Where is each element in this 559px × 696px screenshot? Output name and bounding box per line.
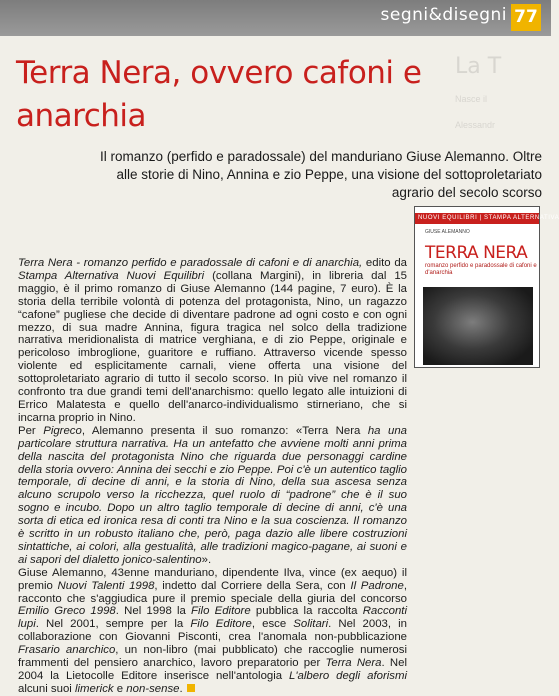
text: e — [113, 682, 127, 695]
page-number: 77 — [511, 4, 541, 31]
text: . Nel 1998 la — [115, 605, 192, 618]
text: . — [179, 682, 183, 695]
cover-title: TERRA NERA — [425, 243, 528, 263]
article-paragraph — [18, 257, 407, 425]
italic-text: Pigreco — [43, 424, 82, 437]
facing-page-title: La T — [455, 54, 502, 79]
text: . Nel 2003, in collaborazione con Giovanni Pisconti, crea l'anomala non-pubblicazione — [18, 618, 407, 644]
text: edito da — [362, 257, 407, 269]
article-title: Terra Nera, ovvero cafoni e anarchia — [16, 55, 422, 134]
italic-text: non-sense — [126, 682, 180, 695]
italic-text: Stampa Alternativa Nuovi Equilibri — [18, 269, 205, 282]
text: Per — [18, 424, 44, 437]
text: Terra Nera — [302, 424, 361, 437]
cover-series-band: NUOVI EQUILIBRI | STAMPA ALTERNATIVA — [415, 213, 539, 224]
text: pubblica la raccolta — [250, 605, 363, 618]
italic-text: Il Padrone — [350, 579, 404, 592]
italic-text: Filo Editore — [191, 605, 251, 618]
text: . Nel 2004 la Lietocolle Editore inserisce nell'antologia — [18, 657, 407, 682]
text: alcuni suoi — [18, 682, 75, 695]
text: , esce — [251, 618, 294, 631]
section-label: segni&disegni — [380, 5, 507, 25]
book-cover-image — [414, 206, 559, 368]
italic-text: Nuovi Talenti 1998 — [57, 579, 155, 592]
text: , Alemanno presenta il suo romanzo: « — [81, 424, 303, 437]
article-body — [18, 257, 408, 695]
text: . Nel 2001, sempre per la — [35, 618, 191, 631]
cover-subtitle: romanzo perfido e paradossale di cafoni e d'anarchia — [425, 263, 537, 276]
text: Giuse Alemanno, 43enne manduriano, dipendente Ilva, vince (ex aequo) il premio — [18, 566, 407, 592]
end-mark-icon — [187, 684, 195, 692]
cover-photo — [423, 287, 533, 365]
text: , racconto che s'aggiudica pure il premio speciale della giuria del concorso — [18, 579, 408, 605]
facing-page-bleed — [455, 54, 551, 144]
italic-text: Terra Nera - romanzo perfido e paradossale di cafoni e di anarchia, — [18, 257, 363, 269]
text: , un non-libro (mai pubblicato) che raccoglie numerosi frammenti del pensiero anarchico, lavoro preparatorio per — [18, 644, 407, 670]
facing-page-line: Alessandr — [455, 120, 496, 130]
italic-text: Terra Nera — [325, 657, 382, 670]
text: ». — [201, 553, 212, 566]
article-subtitle: Il romanzo (perfido e paradossale) del manduriano Giuse Alemanno. Oltre alle storie di Nino, Annina e zio Peppe, una visione del sottoproletariato agrario del secolo scorso — [100, 149, 542, 200]
italic-text: ha una particolare struttura narrativa. Ha un antefatto che avviene molti anni prima della nascita del protagonista Nino che riguarda due personaggi cardine della storia ovvero: Annina dei secchi e zio Peppe. Poi c'è un autentico taglio temporale, di decine di anni, e la storia di Nino, della sua ascesa senza alcuno scrupolo verso la ricchezza, quel ruolo di “padrone” che è il suo sogno e incubo. Dopo un altro taglio temporale di decine di anni, c'è una sorta di etica ed ironica resa di conti tra Nino e la sua coscienza. Il romanzo è scritto in un robusto italiano che, però, paga dazio alle libere costruzioni sintattiche, ai colori, alla gestualità, alle tradizioni magico-pagane, ai suoni e ai sapori del dialetto jonico-salentino — [18, 424, 408, 566]
header-bar — [0, 0, 551, 36]
text: , indetto dal Corriere della Sera, con — [154, 579, 351, 592]
italic-text: L'albero degli aforismi — [289, 670, 407, 682]
italic-text: limerick — [75, 682, 114, 695]
article-paragraph — [18, 567, 407, 696]
cover-author: GIUSE ALEMANNO — [425, 229, 470, 235]
italic-text: Frasario anarchico — [18, 644, 116, 657]
text: (collana Margini), in libreria dal 15 maggio, è il primo romanzo di Giuse Alemanno (144 pagine, 7 euro). È la storia della terribile volontà di potenza del protagonista, Nino, un ragazzo “cafone” pugliese che decide di diventare padrone ad ogni costo e con ogni mezzo, di sua madre Annina, figura tragica nel solco della tradizione narrativa meridionalista di matrice verghiana, e di zio Peppe, originale e pericoloso imbroglione, guaritore e ruffiano. Attraverso vicende spesso violente ed esplicitamente carnali, viene offerta una visione del sottoproletariato agrario di tutto il secolo scorso. In più vive nel romanzo il confronto tra due grandi temi dell'anarchismo: quello legato alle intuizioni di Errico Malatesta e quello dell'anarco-individualismo stirneriano, che si incarna proprio in Nino. — [18, 269, 407, 424]
italic-text: Filo Editore — [190, 618, 252, 631]
facing-page-line: Nasce il — [455, 94, 488, 104]
italic-text: Solitari — [293, 618, 329, 631]
article-paragraph — [18, 425, 407, 567]
italic-text: Emilio Greco 1998 — [18, 605, 116, 618]
italic-text: Racconti lupi — [18, 605, 408, 631]
